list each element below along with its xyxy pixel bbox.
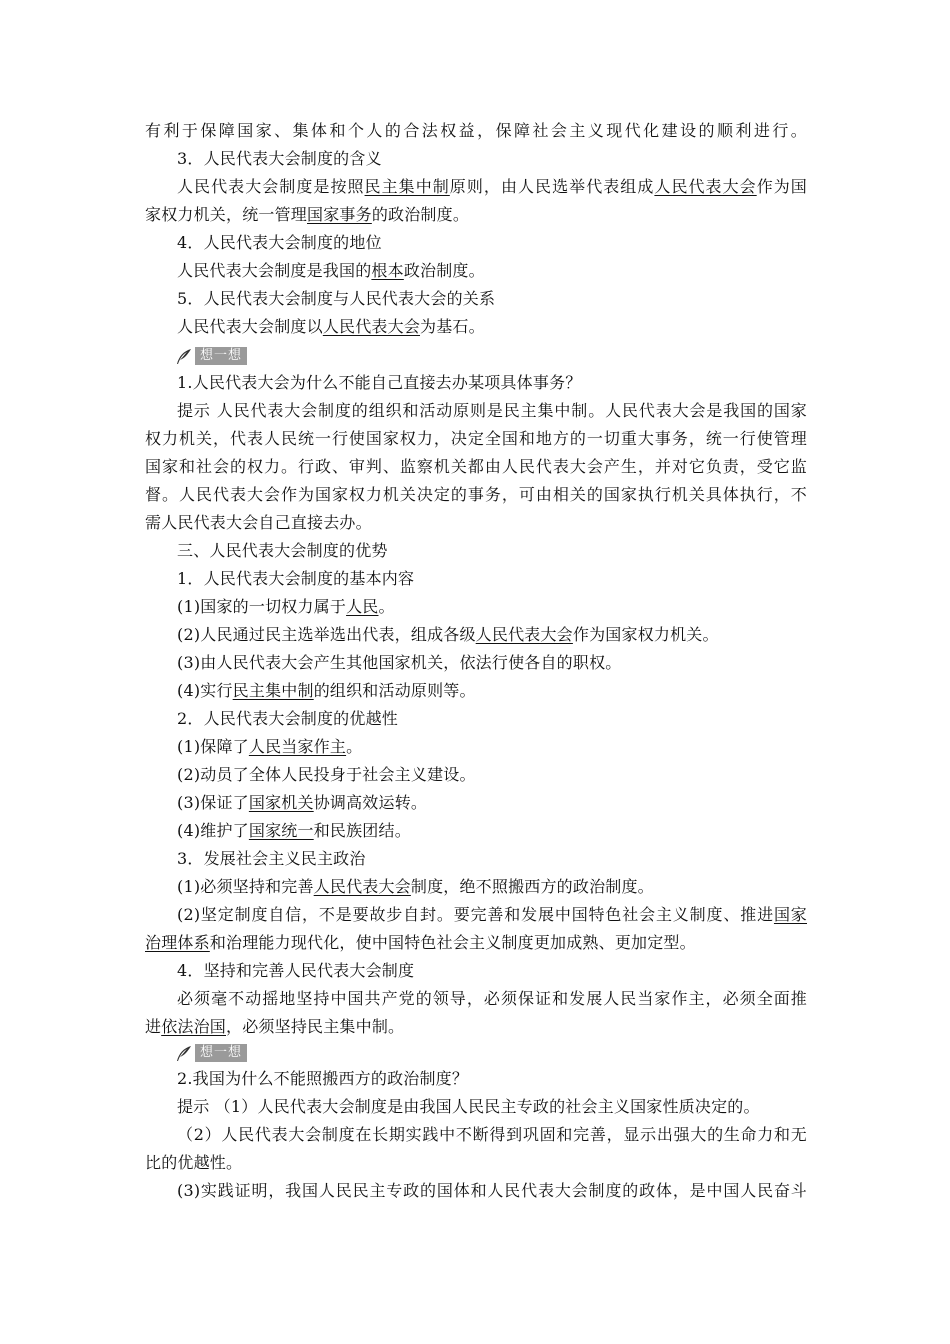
text-run: 制度，绝不照搬西方的政治制度。 (410, 877, 654, 896)
text-run: 4．人民代表大会制度的地位 (177, 233, 382, 252)
answer-underline: 民主集中制 (232, 681, 314, 700)
text-run: 提示 （1）人民代表大会制度是由我国人民民主专政的社会主义国家性质决定的。 (177, 1097, 760, 1116)
list-item (177, 597, 807, 617)
text-run: 为基石。 (420, 317, 485, 336)
paragraph-line (177, 177, 807, 197)
text-run: (2)坚定制度自信，不是要故步自封。要完善和发展中国特色社会主义制度、推进 (177, 905, 774, 924)
text-run: 1.人民代表大会为什么不能自己直接去办某项具体事务？ (177, 373, 582, 392)
section-heading (177, 289, 807, 309)
paragraph-line (145, 485, 807, 505)
text-run: 三、人民代表大会制度的优势 (177, 541, 388, 560)
text-run: 家权力机关，统一管理 (145, 205, 308, 224)
text-run: (3)保证了 (177, 793, 249, 812)
section-heading (177, 569, 807, 589)
text-run: 作为国 (756, 177, 807, 196)
answer-underline: 人民代表大会 (313, 877, 411, 896)
text-run: 人民代表大会制度是按照 (177, 177, 365, 196)
text-run: 2.我国为什么不能照搬西方的政治制度？ (177, 1069, 469, 1088)
text-run: 的组织和活动原则等。 (313, 681, 476, 700)
text-run: (2)动员了全体人民投身于社会主义建设。 (177, 765, 476, 784)
answer-underline: 民主集中制 (364, 177, 450, 196)
text-run: ，必须坚持民主集中制。 (226, 1017, 405, 1036)
text-run: (4)维护了 (177, 821, 249, 840)
question-line (177, 373, 807, 393)
paragraph-line (145, 205, 807, 225)
answer-underline: 人民当家作主 (248, 737, 347, 756)
list-item (177, 765, 807, 785)
think-badge (175, 1043, 247, 1063)
text-run: (3)实践证明，我国人民民主专政的国体和人民代表大会制度的政体，是中国人民奋斗 (177, 1181, 807, 1200)
section-heading (177, 961, 807, 981)
answer-underline: 人民代表大会 (654, 177, 757, 196)
list-item (177, 793, 807, 813)
paragraph-line (145, 121, 807, 141)
paragraph-line (177, 1181, 807, 1201)
text-run: (4)实行 (177, 681, 233, 700)
answer-underline: 人民 (346, 597, 379, 616)
text-run: 需人民代表大会自己直接去办。 (145, 513, 372, 532)
text-run: 和治理能力现代化，使中国特色社会主义制度更加成熟、更加定型。 (209, 933, 696, 952)
paragraph-line (177, 1125, 807, 1145)
text-run: 有利于保障国家、集体和个人的合法权益，保障社会主义现代化建设的顺利进行。 (145, 121, 807, 140)
text-run: 作为国家权力机关。 (572, 625, 719, 644)
text-run: 人民代表大会制度是我国的 (177, 261, 372, 280)
section-heading (177, 233, 807, 253)
paragraph-line (145, 1017, 807, 1037)
text-run: 比的优越性。 (145, 1153, 243, 1172)
answer-underline: 人民代表大会 (475, 625, 573, 644)
paragraph-line (177, 317, 807, 337)
paragraph-line (177, 261, 807, 281)
list-item (177, 877, 807, 897)
list-item (177, 821, 807, 841)
text-run: 政治制度。 (403, 261, 485, 280)
text-run: 。 (378, 597, 395, 616)
section-heading (177, 849, 807, 869)
list-item (177, 737, 807, 757)
list-item (177, 905, 807, 925)
answer-underline: 国家机关 (248, 793, 314, 812)
paragraph-line (145, 1153, 807, 1173)
text-run: 3．人民代表大会制度的含义 (177, 149, 382, 168)
answer-underline: 治理体系 (145, 933, 210, 952)
text-run: (3)由人民代表大会产生其他国家机关，依法行使各自的职权。 (177, 653, 622, 672)
list-item (177, 625, 807, 645)
text-run: 2．人民代表大会制度的优越性 (177, 709, 398, 728)
answer-underline: 人民代表大会 (322, 317, 421, 336)
think-badge-label: 想一想 (195, 347, 247, 365)
answer-underline: 国家 (773, 905, 807, 924)
answer-underline: 根本 (371, 261, 404, 280)
leaf-icon (175, 347, 193, 365)
text-run: 5．人民代表大会制度与人民代表大会的关系 (177, 289, 496, 308)
text-run: (1)必须坚持和完善 (177, 877, 314, 896)
paragraph-line (177, 1097, 807, 1117)
paragraph-line (145, 429, 807, 449)
paragraph-line (145, 933, 807, 953)
text-run: 和民族团结。 (313, 821, 411, 840)
text-run: 人民代表大会制度以 (177, 317, 323, 336)
text-run: (2)人民通过民主选举选出代表，组成各级 (177, 625, 476, 644)
text-run: 3．发展社会主义民主政治 (177, 849, 366, 868)
question-line (177, 1069, 807, 1089)
text-run: 原则，由人民选举代表组成 (449, 177, 655, 196)
section-heading (177, 149, 807, 169)
text-run: 进 (145, 1017, 162, 1036)
section-heading (177, 709, 807, 729)
paragraph-line (177, 401, 807, 421)
text-run: 督。人民代表大会作为国家权力机关决定的事务，可由相关的国家执行机关具体执行，不 (145, 485, 807, 504)
think-badge-label: 想一想 (195, 1044, 247, 1062)
leaf-icon (175, 1044, 193, 1062)
text-run: 协调高效运转。 (313, 793, 428, 812)
answer-underline: 国家统一 (248, 821, 314, 840)
text-run: 的政治制度。 (371, 205, 470, 224)
paragraph-line (145, 513, 807, 533)
text-run: 4．坚持和完善人民代表大会制度 (177, 961, 415, 980)
paragraph-line (177, 989, 807, 1009)
text-run: 必须毫不动摇地坚持中国共产党的领导，必须保证和发展人民当家作主，必须全面推 (177, 989, 807, 1008)
list-item (177, 681, 807, 701)
paragraph-line (145, 457, 807, 477)
text-run: 权力机关，代表人民统一行使国家权力，决定全国和地方的一切重大事务，统一行使管理 (145, 429, 807, 448)
text-run: 1．人民代表大会制度的基本内容 (177, 569, 415, 588)
text-run: (1)国家的一切权力属于 (177, 597, 347, 616)
answer-underline: 依法治国 (161, 1017, 227, 1036)
text-run: 提示 人民代表大会制度的组织和活动原则是民主集中制。人民代表大会是我国的国家 (177, 401, 807, 420)
think-badge (175, 346, 247, 366)
text-run: （2）人民代表大会制度在长期实践中不断得到巩固和完善，显示出强大的生命力和无 (177, 1125, 807, 1144)
text-run: (1)保障了 (177, 737, 249, 756)
answer-underline: 国家事务 (307, 205, 372, 224)
text-run: 国家和社会的权力。行政、审判、监察机关都由人民代表大会产生，并对它负责，受它监 (145, 457, 807, 476)
text-run: 。 (346, 737, 363, 756)
section-heading (177, 541, 807, 561)
list-item (177, 653, 807, 673)
